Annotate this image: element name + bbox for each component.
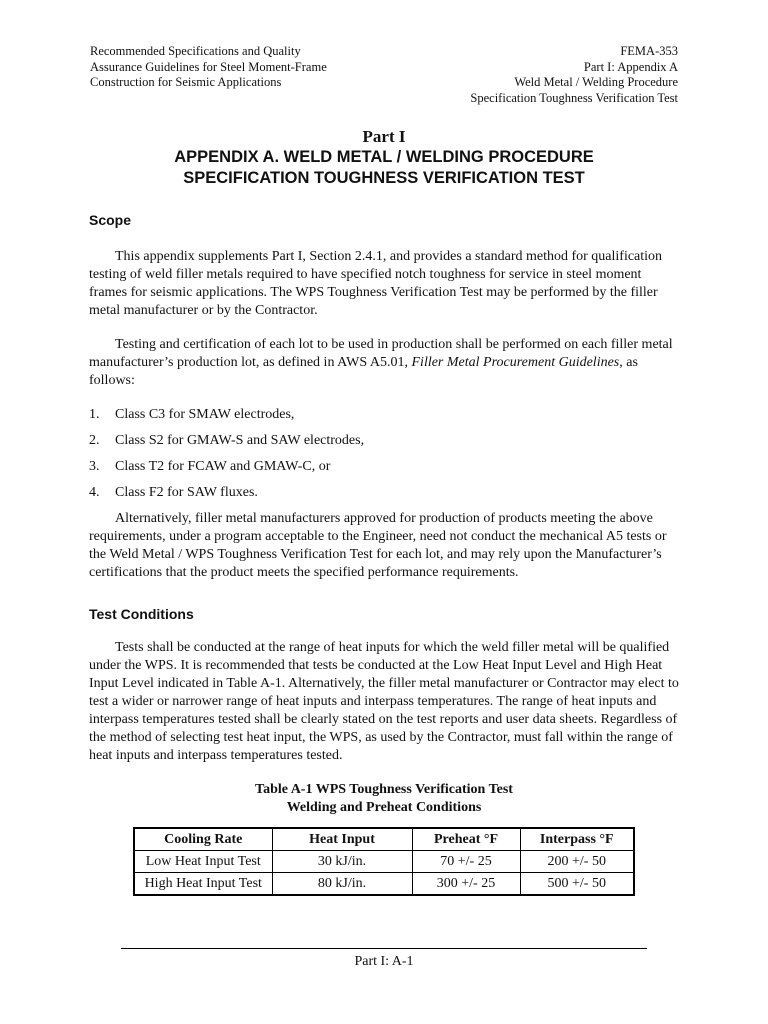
test-conditions-heading: Test Conditions — [89, 606, 194, 622]
scope-paragraph-3: Alternatively, filler metal manufacturers approved for production of products meeting the above requirements, under a program acceptable to the Engineer, need not conduct the mechanical A5 tests or the Weld Metal / WPS Toughness Verification Test for each lot, and may rely upon the Manufacturer’s certifications that the product meets the specified performance requirements. — [89, 511, 667, 580]
scope-paragraph-2 — [89, 336, 679, 390]
table-caption-line1: Table A-1 WPS Toughness Verification Test — [255, 782, 513, 797]
table-header-cell: Preheat °F — [412, 828, 520, 851]
table-row — [134, 873, 634, 896]
scope-heading: Scope — [89, 212, 132, 228]
header-left-line: Assurance Guidelines for Steel Moment-Frame — [90, 59, 327, 74]
list-text: Class S2 for GMAW-S and SAW electrodes, — [115, 433, 365, 448]
list-text: Class T2 for FCAW and GMAW-C, or — [115, 459, 331, 474]
table-cell: Low Heat Input Test — [134, 851, 272, 873]
table-cell: 80 kJ/in. — [272, 873, 412, 896]
table-cell: 70 +/- 25 — [412, 851, 520, 873]
test-conditions-paragraph: Tests shall be conducted at the range of heat inputs for which the weld filler metal will be qualified under the WPS. It is recommended that tests be conducted at the Low Heat Input Level and High Heat Input Level indicated in Table A-1. Alternatively, the filler metal manufacturer or Contractor may elect to test a wider or narrower range of heat inputs and interpass temperatures. The range of heat inputs and interpass temperatures tested shall be clearly stated on the test reports and user data sheets. Regardless of the method of selecting test heat input, the WPS, as used by the Contractor, must fall within the range of heat inputs and interpass temperatures tested. — [89, 640, 679, 763]
list-number: 2. — [89, 433, 100, 448]
table-cell: 30 kJ/in. — [272, 851, 412, 873]
header-left-line: Construction for Seismic Applications — [90, 75, 282, 89]
scope-paragraph-2-italic: Filler Metal Procurement Guidelines — [411, 355, 620, 370]
table-cell: 200 +/- 50 — [520, 851, 634, 873]
table-header-cell: Heat Input — [272, 828, 412, 851]
list-item — [89, 484, 679, 502]
table-row — [134, 851, 634, 873]
header-right-line: Weld Metal / Welding Procedure — [514, 75, 678, 89]
scope-paragraph-1: This appendix supplements Part I, Section 2.4.1, and provides a standard method for qualification testing of weld filler metals required to have specified notch toughness for service in steel moment frames for seismic applications. The WPS Toughness Verification Test may be performed by the filler metal manufacturer or by the Contractor. — [89, 249, 663, 318]
list-number: 1. — [89, 407, 100, 422]
running-header-right — [470, 44, 678, 106]
table-caption-line2: Welding and Preheat Conditions — [286, 800, 482, 815]
header-right-line: Specification Toughness Verification Test — [470, 90, 678, 105]
header-left-line: Recommended Specifications and Quality — [90, 44, 301, 58]
filler-class-list — [89, 406, 679, 502]
list-number: 4. — [89, 485, 100, 500]
scope-paragraph-2-text: Testing and certification of each lot to be used in production shall be performed on each filler metal manufacturer’s production lot, as defined in AWS A5.01, — [89, 337, 673, 370]
appendix-title-line1: APPENDIX A. WELD METAL / WELDING PROCEDURE — [174, 148, 594, 166]
table-header-cell: Interpass °F — [520, 828, 634, 851]
scope-paragraph-2-text: , as follows: — [89, 355, 638, 388]
list-item — [89, 406, 679, 424]
header-right-line: Part I: Appendix A — [583, 59, 678, 74]
table-caption — [89, 781, 679, 817]
running-header-left — [90, 44, 327, 91]
table-cell: 500 +/- 50 — [520, 873, 634, 896]
list-item — [89, 432, 679, 450]
list-item — [89, 458, 679, 476]
list-text: Class C3 for SMAW electrodes, — [115, 407, 295, 422]
list-text: Class F2 for SAW fluxes. — [115, 485, 258, 500]
appendix-title-line2: SPECIFICATION TOUGHNESS VERIFICATION TEST — [183, 169, 585, 187]
part-label: Part I — [362, 127, 406, 146]
table-header-cell: Cooling Rate — [134, 828, 272, 851]
header-doc-id: FEMA-353 — [620, 44, 678, 58]
document-title — [0, 127, 768, 189]
table-cell: 300 +/- 25 — [412, 873, 520, 896]
page-footer: Part I: A-1 — [121, 948, 647, 970]
list-number: 3. — [89, 459, 100, 474]
conditions-table — [133, 827, 635, 896]
table-header-row — [134, 828, 634, 851]
table-cell: High Heat Input Test — [134, 873, 272, 896]
main-content — [89, 211, 679, 896]
